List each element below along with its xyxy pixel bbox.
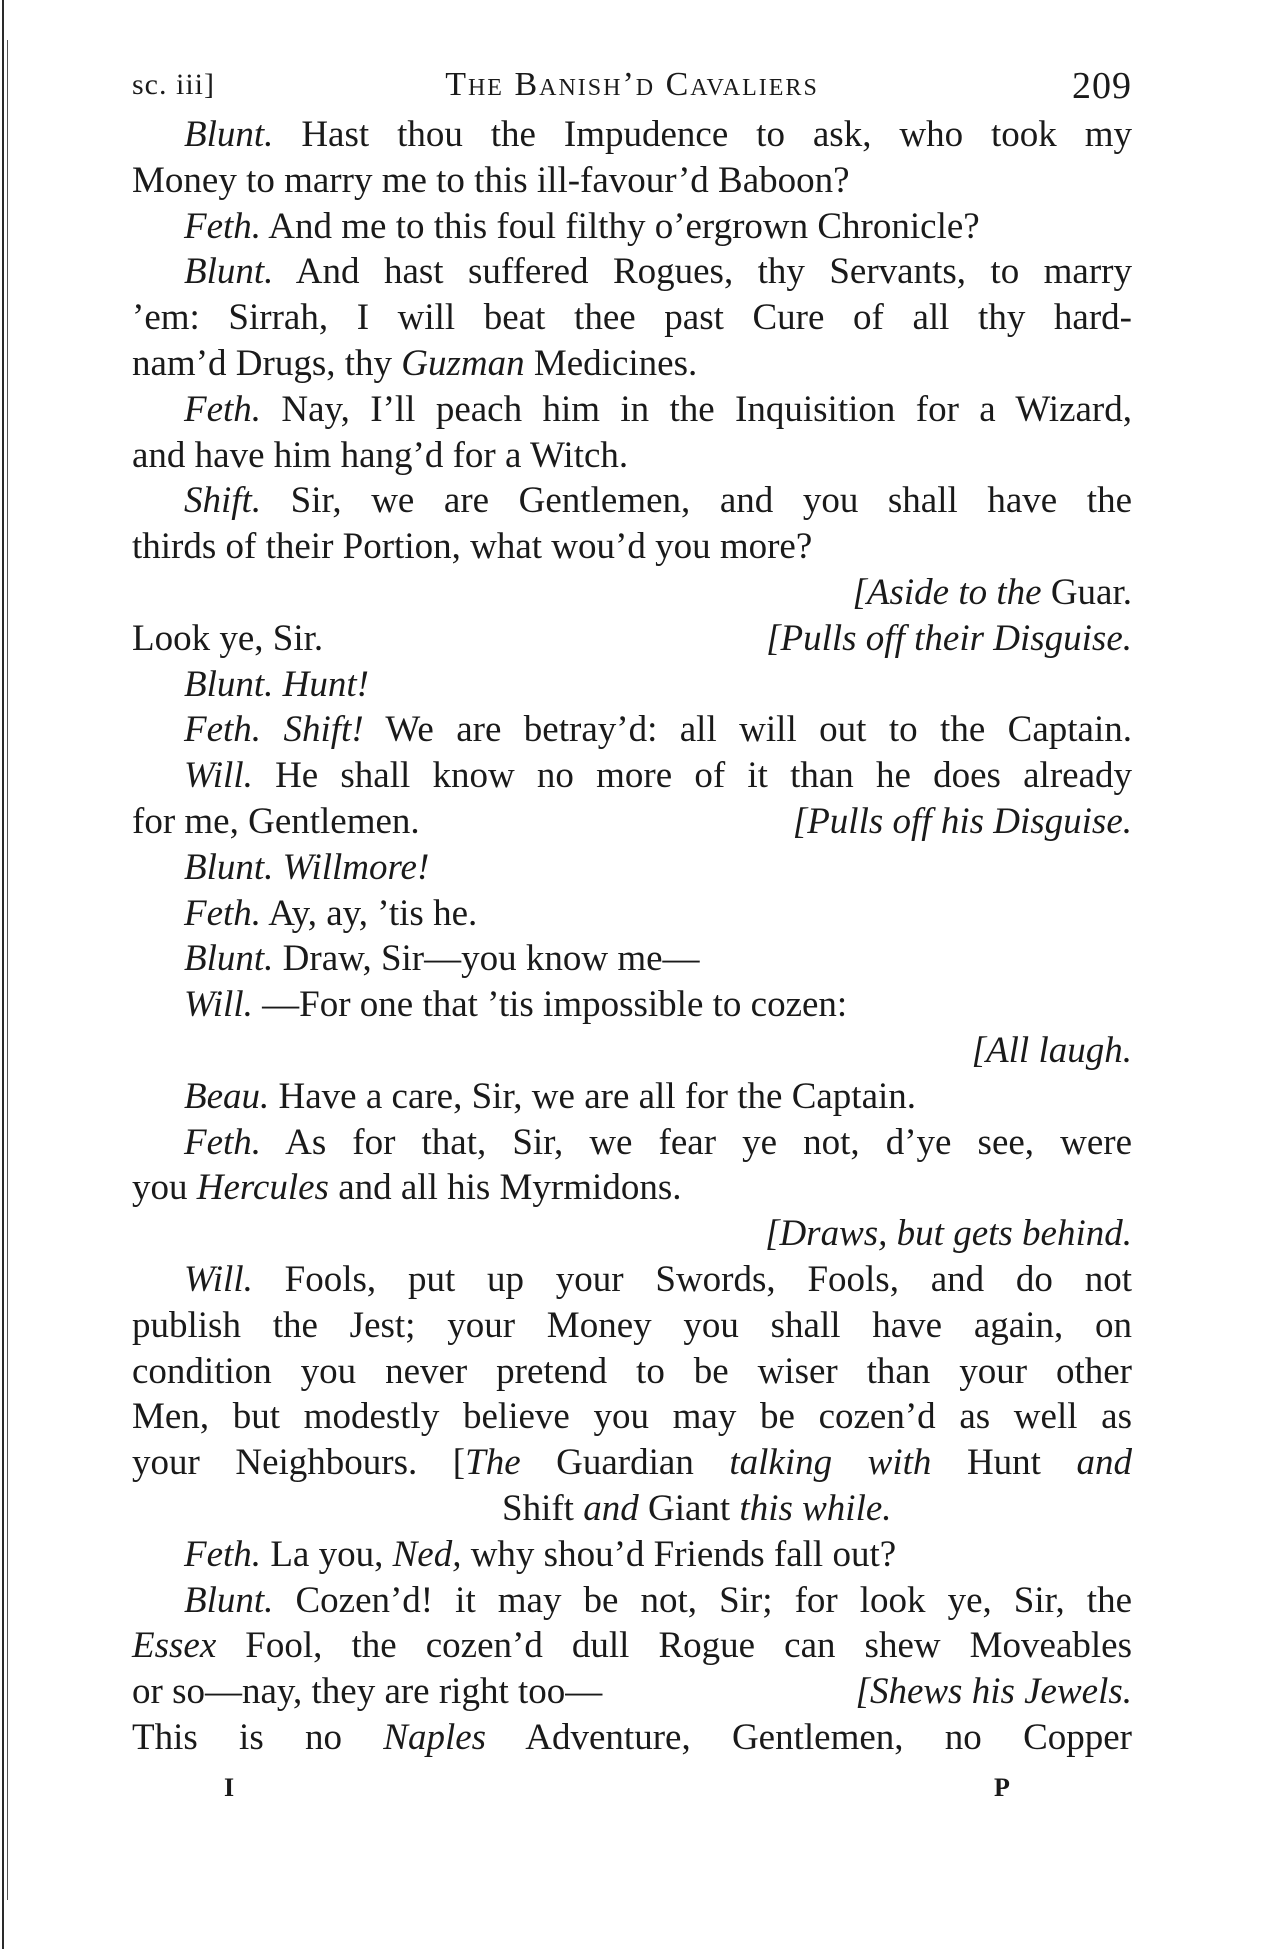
speaker: Feth. (184, 1121, 262, 1163)
direction-italic: [Draws, but gets behind. (765, 1213, 1132, 1255)
italic-name: Ned, (392, 1533, 462, 1575)
text-line (132, 753, 1132, 799)
text-line (132, 204, 1132, 250)
speech: Adventure, Gentlemen, no Copper (486, 1716, 1132, 1758)
text-line (132, 1578, 1132, 1624)
speech: condition you never pretend to be wiser than your other (132, 1350, 1132, 1392)
speaker: Blunt. (184, 114, 274, 155)
text-line (132, 433, 1132, 479)
speech: La you, (261, 1533, 393, 1575)
text-line (132, 1165, 1132, 1211)
speaker: Blunt. (184, 938, 274, 980)
binding-line-inner (7, 40, 8, 1900)
speech: This is no (132, 1716, 384, 1758)
text-line (132, 1349, 1132, 1395)
speech: Nay, I’ll peach him in the Inquisition for a Wizard, (261, 388, 1132, 430)
speech: or so—nay, they are right too— (132, 1671, 603, 1713)
text-line (132, 1303, 1132, 1349)
text-line (132, 341, 1132, 387)
speech: Ay, ay, ’tis he. (261, 892, 478, 934)
text-line (132, 1623, 1132, 1669)
speaker: Blunt. (184, 251, 274, 293)
stage-direction (132, 570, 1132, 616)
text-line (132, 707, 1132, 753)
speech: Look ye, Sir. (132, 617, 324, 659)
speech: Have a care, Sir, we are all for the Captain. (269, 1075, 917, 1117)
speaker: Feth. (184, 892, 262, 934)
speaker: Blunt. (184, 663, 274, 705)
text-line (132, 1669, 1132, 1715)
text-line (132, 112, 1132, 158)
text-line (132, 478, 1132, 524)
speech: Sir, we are Gentlemen, and you shall have the (261, 480, 1132, 522)
speech: Draw, Sir—you know me— (273, 938, 700, 980)
speech: Hast thou the Impudence to ask, who took my (273, 114, 1132, 155)
stage-direction: [Shews his Jewels. (855, 1671, 1132, 1713)
text-line (132, 616, 1132, 662)
speech: We are betray’d: all will out to the Captain. (363, 709, 1133, 751)
direction-italic: [All laugh. (971, 1029, 1132, 1071)
speech: He shall know no more of it than he does already (252, 755, 1132, 797)
speech: Men, but modestly believe you may be cozen’d as well as (132, 1396, 1132, 1438)
running-title: The Banish’d Cavaliers (445, 66, 819, 103)
direction-italic: The (465, 1442, 521, 1484)
speech: nam’d Drugs, thy (132, 342, 402, 384)
direction-roman: Hunt (931, 1442, 1077, 1484)
speaker: Blunt. (184, 846, 274, 888)
stage-direction (132, 1486, 1132, 1532)
direction-roman: Guardian (520, 1442, 730, 1484)
speech: Willmore! (273, 846, 430, 888)
speaker: Blunt. (184, 1579, 274, 1621)
text-line (132, 524, 1132, 570)
text-line (132, 1532, 1132, 1578)
speaker: Feth. (184, 709, 262, 751)
binding-line (2, 0, 4, 1949)
speech: thirds of their Portion, what wou’d you more? (132, 526, 813, 568)
direction-italic: talking with (729, 1442, 932, 1484)
speaker: Will. (184, 755, 253, 797)
text-line (132, 1394, 1132, 1440)
speaker: Feth. (184, 1533, 262, 1575)
text-line (132, 1715, 1132, 1761)
direction-roman: Shift (502, 1487, 584, 1529)
text-line (132, 1120, 1132, 1166)
speech: for me, Gentlemen. (132, 800, 420, 842)
speech: Cozen’d! it may be not, Sir; for look ye, Sir, the (273, 1579, 1132, 1621)
page-number: 209 (1072, 65, 1132, 107)
speech: Fools, put up your Swords, Fools, and do not (252, 1258, 1132, 1300)
speech: Fool, the cozen’d dull Rogue can shew Moveables (216, 1625, 1132, 1667)
direction-roman: Guar. (1041, 571, 1132, 613)
text-line (132, 387, 1132, 433)
speaker: Will. (184, 1258, 253, 1300)
speech: and all his Myrmidons. (328, 1167, 682, 1209)
speech: ’em: Sirrah, I will beat thee past Cure of all thy hard- (132, 297, 1132, 339)
signature-mark: I (224, 1772, 235, 1802)
direction-italic: this while. (739, 1487, 892, 1529)
speech: Medicines. (524, 342, 698, 384)
speaker: Will. (184, 984, 253, 1026)
text-line (132, 799, 1132, 845)
italic-name: Hercules (196, 1167, 329, 1209)
signature-letter: P (994, 1772, 1010, 1802)
speech: Hunt! (273, 663, 369, 705)
direction-roman: Giant (638, 1487, 740, 1529)
text-line (132, 295, 1132, 341)
direction-italic: and (1076, 1442, 1133, 1484)
text-line (132, 1074, 1132, 1120)
speech: and have him hang’d for a Witch. (132, 434, 629, 476)
speech: your Neighbours. [ (132, 1442, 466, 1484)
signature-footer (132, 1773, 1132, 1813)
play-text (132, 112, 1132, 1761)
speech: you (132, 1167, 197, 1209)
direction-italic: [Aside to the (852, 571, 1042, 613)
text-line (132, 1257, 1132, 1303)
text-line (132, 662, 1132, 708)
italic-name: Guzman (401, 342, 525, 384)
text-line (132, 891, 1132, 937)
speaker: Feth. (184, 388, 262, 430)
italic-name: Essex (132, 1625, 217, 1667)
text-line (132, 1440, 1132, 1486)
stage-direction (132, 1211, 1132, 1257)
speaker: Shift. (184, 480, 262, 522)
book-page (132, 60, 1132, 1813)
speaker: Beau. (184, 1075, 270, 1117)
speech: —For one that ’tis impossible to cozen: (252, 984, 848, 1026)
text-line (132, 158, 1132, 204)
speech: why shou’d Friends fall out? (461, 1533, 897, 1575)
scene-marker: sc. iii] (132, 68, 215, 101)
direction-italic: and (583, 1487, 639, 1529)
text-line (132, 249, 1132, 295)
stage-direction: [Pulls off his Disguise. (792, 800, 1132, 842)
speech: And me to this foul filthy o’ergrown Chronicle? (261, 205, 980, 247)
speech: Money to marry me to this ill-favour’d Baboon? (132, 159, 850, 201)
stage-direction: [Pulls off their Disguise. (766, 617, 1132, 659)
page-gutter-edge (0, 0, 14, 1949)
speaker: Feth. (184, 205, 262, 247)
text-line (132, 845, 1132, 891)
stage-direction (132, 1028, 1132, 1074)
text-line (132, 936, 1132, 982)
speech: publish the Jest; your Money you shall have again, on (132, 1304, 1132, 1346)
italic-name: Shift! (261, 709, 364, 751)
italic-name: Naples (383, 1716, 487, 1758)
running-header (132, 60, 1132, 112)
speech: As for that, Sir, we fear ye not, d’ye see, were (261, 1121, 1132, 1163)
speech: And hast suffered Rogues, thy Servants, to marry (273, 251, 1132, 293)
text-line (132, 982, 1132, 1028)
